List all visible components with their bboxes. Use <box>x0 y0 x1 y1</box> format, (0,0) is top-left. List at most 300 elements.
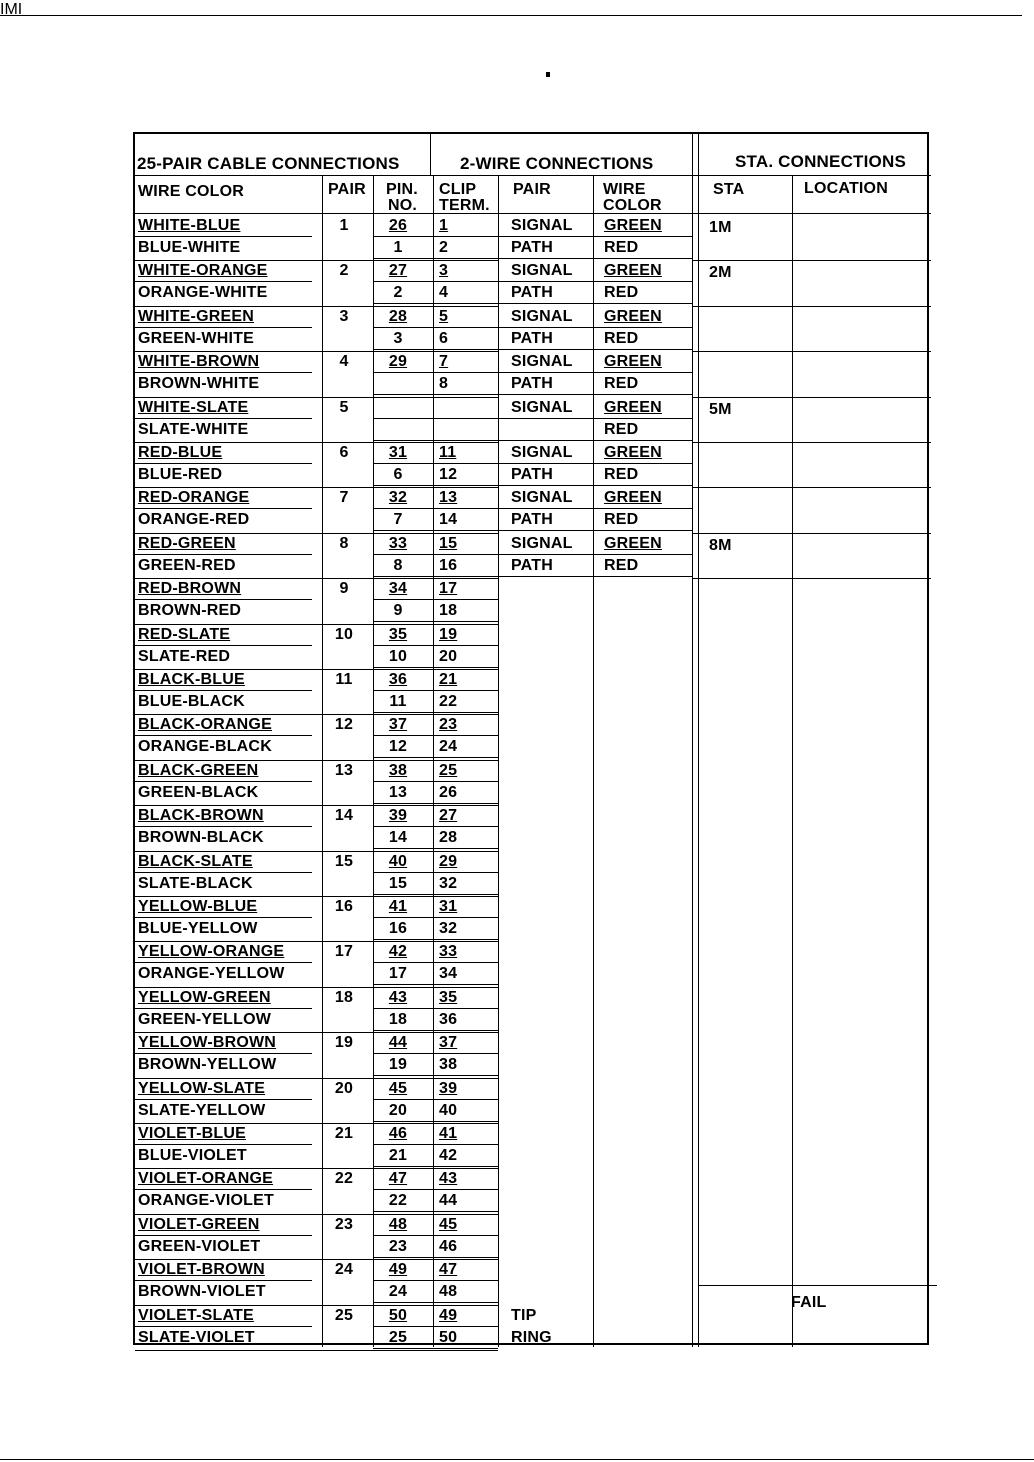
two-wire-pair-cell: SIGNAL <box>511 307 573 325</box>
pin-clip-underline <box>373 1030 498 1031</box>
wire-underline <box>135 372 312 373</box>
pin-clip-underline <box>373 1053 498 1054</box>
two-wire-pair-cell: SIGNAL <box>511 398 573 416</box>
wire-underline <box>135 508 312 509</box>
pin-clip-underline <box>373 917 498 918</box>
wire-color-cell: GREEN-VIOLET <box>138 1237 261 1255</box>
two-wire-pair-cell: SIGNAL <box>511 489 573 507</box>
two-wire-color-cell: RED <box>604 375 639 393</box>
pair-number-cell: 2 <box>339 262 349 280</box>
pair-number-cell: 1 <box>339 217 349 234</box>
footer-rule <box>0 1459 1034 1460</box>
wire-color-cell: BLACK-GREEN <box>138 761 259 779</box>
pair-number-cell: 22 <box>334 1170 354 1188</box>
pin-number-cell: 23 <box>388 1237 408 1255</box>
pair-block-rule <box>135 1350 498 1351</box>
pin-number-cell: 38 <box>388 761 408 779</box>
pin-clip-underline <box>373 327 498 328</box>
wire-underline <box>135 781 312 782</box>
clip-term-cell: 24 <box>439 738 458 756</box>
wire-underline <box>135 1326 312 1327</box>
wire-color-cell: SLATE-RED <box>138 647 231 665</box>
pin-clip-underline <box>373 258 498 259</box>
clip-term-cell: 18 <box>439 602 458 620</box>
wire-underline <box>135 1144 312 1145</box>
pin-number-cell: 50 <box>388 1306 408 1324</box>
pin-clip-underline <box>373 599 498 600</box>
wire-color-cell: YELLOW-SLATE <box>138 1079 266 1097</box>
wire-color-cell: WHITE-BLUE <box>138 217 241 234</box>
clip-term-cell: 16 <box>439 556 458 574</box>
pin-number-cell: 41 <box>388 898 408 915</box>
pin-clip-underline <box>373 939 498 940</box>
two-wire-pair-cell: TIP <box>511 1306 537 1324</box>
pin-number-cell: 6 <box>393 466 403 483</box>
pin-number-cell: 33 <box>388 534 408 552</box>
col-header-pin-2: NO. <box>388 197 418 214</box>
section-sep-2b <box>698 134 699 1347</box>
two-wire-color-cell: GREEN <box>604 398 662 416</box>
clip-term-cell: 28 <box>439 829 458 847</box>
two-wire-color-cell: RED <box>604 329 639 347</box>
wire-color-cell: BLACK-BROWN <box>138 807 264 825</box>
clip-term-cell: 22 <box>439 693 458 710</box>
pin-clip-underline <box>373 1099 498 1100</box>
wire-color-cell: SLATE-BLACK <box>138 874 253 892</box>
two-wire-color-cell: GREEN <box>604 534 662 552</box>
two-wire-pair-cell: SIGNAL <box>511 534 573 552</box>
clip-term-cell: 32 <box>439 874 458 892</box>
wire-color-cell: VIOLET-SLATE <box>138 1306 254 1324</box>
col-header-wire-color: WIRE COLOR <box>138 183 244 200</box>
clip-term-cell: 31 <box>439 898 458 915</box>
two-wire-color-cell: GREEN <box>604 307 662 325</box>
pin-number-cell: 21 <box>388 1147 408 1164</box>
pin-number-cell: 43 <box>388 988 408 1006</box>
pin-clip-underline <box>373 848 498 849</box>
pin-clip-underline <box>373 554 498 555</box>
pin-clip-underline <box>373 418 498 419</box>
clip-term-cell: 42 <box>439 1147 458 1164</box>
wire-underline <box>135 690 312 691</box>
wire-color-cell: BLUE-YELLOW <box>138 920 258 937</box>
pin-clip-underline <box>373 1326 498 1327</box>
col-header-clip-2: TERM. <box>439 197 490 214</box>
two-wire-underline <box>498 281 692 282</box>
pin-number-cell: 9 <box>393 602 403 620</box>
clip-term-cell: 50 <box>439 1328 458 1346</box>
clip-term-cell: 35 <box>439 988 458 1006</box>
clip-term-cell: 25 <box>439 761 458 779</box>
clip-term-cell: 33 <box>439 943 458 961</box>
clip-term-cell: 7 <box>439 353 449 371</box>
wire-color-cell: RED-BROWN <box>138 580 242 598</box>
pin-number-cell: 3 <box>393 329 403 347</box>
pair-number-cell: 5 <box>339 398 349 416</box>
wire-underline <box>135 826 312 827</box>
pair-number-cell: 18 <box>334 988 354 1006</box>
col-header-pin-1: PIN. <box>386 181 418 198</box>
col-sep-two-wire <box>498 175 499 1347</box>
col-sep-wire-color <box>593 175 594 1347</box>
pin-number-cell: 16 <box>388 920 408 937</box>
pin-clip-underline <box>373 530 498 531</box>
wire-color-cell: VIOLET-BROWN <box>138 1261 265 1279</box>
pin-number-cell: 7 <box>393 511 403 529</box>
wire-color-cell: VIOLET-BLUE <box>138 1125 246 1142</box>
wire-color-cell: BROWN-BLACK <box>138 829 264 847</box>
two-wire-pair-cell: RING <box>511 1328 552 1346</box>
station-block-rule <box>692 260 931 261</box>
station-block-rule <box>692 306 931 307</box>
page-header-text: IMI <box>0 1 23 18</box>
two-wire-underline <box>498 485 692 486</box>
pin-clip-underline <box>373 1302 498 1303</box>
pin-number-cell: 47 <box>388 1170 408 1188</box>
wire-color-cell: BLUE-RED <box>138 466 223 483</box>
wire-color-cell: ORANGE-YELLOW <box>138 965 285 983</box>
two-wire-underline <box>498 372 692 373</box>
two-wire-underline <box>498 349 692 350</box>
two-wire-pair-cell: PATH <box>511 466 553 483</box>
two-wire-pair-cell: SIGNAL <box>511 217 573 234</box>
wire-color-cell: SLATE-VIOLET <box>138 1328 255 1346</box>
wire-underline <box>135 554 312 555</box>
wire-underline <box>135 735 312 736</box>
clip-term-cell: 34 <box>439 965 458 983</box>
wire-color-cell: RED-ORANGE <box>138 489 250 507</box>
wire-color-cell: BLACK-SLATE <box>138 852 253 870</box>
wire-color-cell: RED-BLUE <box>138 444 223 461</box>
wire-color-cell: YELLOW-ORANGE <box>138 943 285 961</box>
pin-number-cell: 17 <box>388 965 408 983</box>
col-header-pair: PAIR <box>328 181 366 198</box>
wire-color-cell: WHITE-GREEN <box>138 307 254 325</box>
col-header-clip-1: CLIP <box>439 181 477 198</box>
pin-number-cell: 22 <box>388 1192 408 1210</box>
wire-color-cell: BROWN-RED <box>138 602 242 620</box>
wire-color-cell: BLACK-ORANGE <box>138 716 272 734</box>
pair-number-cell: 14 <box>334 807 354 825</box>
col-header-location: LOCATION <box>804 180 888 197</box>
two-wire-color-cell: RED <box>604 511 639 529</box>
pin-clip-underline <box>373 781 498 782</box>
two-wire-underline <box>498 508 692 509</box>
clip-term-cell: 2 <box>439 239 449 256</box>
clip-term-cell: 27 <box>439 807 458 825</box>
pin-number-cell: 18 <box>388 1010 408 1028</box>
wire-color-cell: VIOLET-ORANGE <box>138 1170 274 1188</box>
wire-color-cell: ORANGE-VIOLET <box>138 1192 274 1210</box>
two-wire-pair-cell: SIGNAL <box>511 444 573 461</box>
wire-color-cell: RED-GREEN <box>138 534 236 552</box>
clip-term-cell: 29 <box>439 852 458 870</box>
pin-clip-underline <box>373 757 498 758</box>
wire-color-cell: BLUE-WHITE <box>138 239 241 256</box>
clip-term-cell: 26 <box>439 783 458 801</box>
pin-number-cell: 25 <box>388 1328 408 1346</box>
pair-number-cell: 12 <box>334 716 354 734</box>
pin-clip-underline <box>373 485 498 486</box>
pin-number-cell: 29 <box>388 353 408 371</box>
header-bottom-rule <box>135 213 931 214</box>
pair-number-cell: 9 <box>339 580 349 598</box>
pin-number-cell: 26 <box>388 217 408 234</box>
clip-term-cell: 45 <box>439 1215 458 1233</box>
two-wire-pair-cell: SIGNAL <box>511 262 573 280</box>
wire-color-cell: GREEN-WHITE <box>138 329 254 347</box>
pin-number-cell: 31 <box>388 444 408 461</box>
pin-number-cell: 46 <box>388 1125 408 1142</box>
wire-underline <box>135 236 312 237</box>
pin-number-cell: 42 <box>388 943 408 961</box>
pair-number-cell: 17 <box>334 943 354 961</box>
clip-term-cell: 1 <box>439 217 449 234</box>
pin-clip-underline <box>373 281 498 282</box>
pair-number-cell: 10 <box>334 625 354 643</box>
pin-clip-underline <box>373 1075 498 1076</box>
pin-number-cell: 28 <box>388 307 408 325</box>
wire-color-cell: YELLOW-GREEN <box>138 988 271 1006</box>
clip-term-cell: 43 <box>439 1170 458 1188</box>
pin-number-cell: 35 <box>388 625 408 643</box>
wire-color-cell: ORANGE-WHITE <box>138 284 268 302</box>
wire-color-cell: BLUE-BLACK <box>138 693 245 710</box>
section-header-station: STA. CONNECTIONS <box>735 152 907 171</box>
wire-underline <box>135 418 312 419</box>
pair-number-cell: 16 <box>334 898 354 915</box>
pin-number-cell: 14 <box>388 829 408 847</box>
station-cell: 8M <box>709 536 732 554</box>
two-wire-color-cell: GREEN <box>604 353 662 371</box>
clip-term-cell: 37 <box>439 1034 458 1052</box>
two-wire-underline <box>498 303 692 304</box>
wire-color-cell: BLUE-VIOLET <box>138 1147 247 1164</box>
col-header-sta: STA <box>713 181 745 198</box>
pin-clip-underline <box>373 394 498 395</box>
pin-clip-underline <box>373 1280 498 1281</box>
pair-number-cell: 20 <box>334 1079 354 1097</box>
two-wire-underline <box>498 463 692 464</box>
wire-color-cell: YELLOW-BROWN <box>138 1034 277 1052</box>
clip-term-cell: 13 <box>439 489 458 507</box>
section-sep-1 <box>430 134 431 175</box>
wire-underline <box>135 1280 312 1281</box>
pair-number-cell: 15 <box>334 852 354 870</box>
pin-number-cell: 2 <box>393 284 403 302</box>
clip-term-cell: 17 <box>439 580 458 598</box>
station-block-rule <box>692 487 931 488</box>
wire-color-cell: ORANGE-BLACK <box>138 738 272 756</box>
pin-clip-underline <box>373 1166 498 1167</box>
pin-clip-underline <box>373 621 498 622</box>
pin-clip-underline <box>373 712 498 713</box>
two-wire-color-cell: GREEN <box>604 217 662 234</box>
clip-term-cell: 4 <box>439 284 449 302</box>
pin-number-cell: 44 <box>388 1034 408 1052</box>
clip-term-cell: 23 <box>439 716 458 734</box>
wire-color-cell: GREEN-BLACK <box>138 783 259 801</box>
wire-color-cell: BROWN-WHITE <box>138 375 260 393</box>
wire-color-cell: YELLOW-BLUE <box>138 898 258 915</box>
connections-table <box>133 132 929 1345</box>
clip-term-cell: 3 <box>439 262 449 280</box>
pin-clip-underline <box>373 576 498 577</box>
wire-color-cell: SLATE-WHITE <box>138 420 249 438</box>
two-wire-color-cell: RED <box>604 466 639 483</box>
clip-term-cell: 49 <box>439 1306 458 1324</box>
pin-clip-underline <box>373 440 498 441</box>
wire-underline <box>135 1099 312 1100</box>
two-wire-color-cell: RED <box>604 556 639 574</box>
station-block-rule <box>692 351 931 352</box>
pin-number-cell: 1 <box>393 239 403 256</box>
clip-term-cell: 44 <box>439 1192 458 1210</box>
pin-number-cell: 27 <box>388 262 408 280</box>
wire-color-cell: SLATE-YELLOW <box>138 1101 266 1119</box>
station-cell: 1M <box>709 219 732 236</box>
two-wire-pair-cell: SIGNAL <box>511 353 573 371</box>
pin-number-cell: 37 <box>388 716 408 734</box>
station-cell: 2M <box>709 264 732 282</box>
clip-term-cell: 38 <box>439 1056 458 1074</box>
two-wire-pair-cell: PATH <box>511 329 553 347</box>
section-sep-2 <box>692 134 693 1347</box>
pin-clip-underline <box>373 735 498 736</box>
pin-clip-underline <box>373 690 498 691</box>
pair-number-cell: 25 <box>334 1306 354 1324</box>
wire-underline <box>135 962 312 963</box>
clip-term-cell: 40 <box>439 1101 458 1119</box>
pin-number-cell: 34 <box>388 580 408 598</box>
section-header-two-wire: 2-WIRE CONNECTIONS <box>460 154 654 173</box>
two-wire-underline <box>498 554 692 555</box>
two-wire-color-cell: GREEN <box>604 262 662 280</box>
pin-number-cell: 36 <box>388 671 408 688</box>
clip-term-cell: 6 <box>439 329 449 347</box>
wire-underline <box>135 1053 312 1054</box>
pin-clip-underline <box>373 1257 498 1258</box>
two-wire-pair-cell: PATH <box>511 375 553 393</box>
pin-clip-underline <box>373 1235 498 1236</box>
col-header-wire-color-2: COLOR <box>603 197 662 214</box>
clip-term-cell: 21 <box>439 671 458 688</box>
pin-number-cell: 11 <box>389 693 407 710</box>
two-wire-underline <box>498 530 692 531</box>
wire-underline <box>135 463 312 464</box>
wire-color-cell: WHITE-ORANGE <box>138 262 268 280</box>
wire-underline <box>135 327 312 328</box>
clip-term-cell: 14 <box>439 511 458 529</box>
pin-clip-underline <box>373 826 498 827</box>
wire-color-cell: GREEN-RED <box>138 556 236 574</box>
pair-number-cell: 7 <box>339 489 349 507</box>
wire-underline <box>135 872 312 873</box>
pin-number-cell: 10 <box>388 647 408 665</box>
clip-term-cell: 5 <box>439 307 449 325</box>
pin-clip-underline <box>373 1144 498 1145</box>
pair-number-cell: 24 <box>334 1261 354 1279</box>
clip-term-cell: 32 <box>439 920 458 937</box>
pair-number-cell: 19 <box>334 1034 354 1052</box>
two-wire-color-cell: GREEN <box>604 444 662 461</box>
two-wire-color-cell: RED <box>604 284 639 302</box>
pin-clip-underline <box>373 463 498 464</box>
wire-underline <box>135 1008 312 1009</box>
pin-number-cell: 49 <box>388 1261 408 1279</box>
fail-rule <box>698 1285 937 1286</box>
pin-number-cell: 24 <box>388 1283 408 1301</box>
pin-clip-underline <box>373 1348 498 1349</box>
two-wire-underline <box>498 258 692 259</box>
pin-number-cell: 32 <box>388 489 408 507</box>
clip-term-cell: 41 <box>439 1125 458 1142</box>
pair-number-cell: 8 <box>339 534 349 552</box>
two-wire-pair-cell: PATH <box>511 511 553 529</box>
station-block-rule <box>692 442 931 443</box>
clip-term-cell: 36 <box>439 1010 458 1028</box>
pin-clip-underline <box>373 372 498 373</box>
pin-clip-underline <box>373 667 498 668</box>
pin-clip-underline <box>373 236 498 237</box>
wire-color-cell: WHITE-SLATE <box>138 398 249 416</box>
wire-underline <box>135 1189 312 1190</box>
header-divider <box>135 175 931 176</box>
two-wire-pair-cell: PATH <box>511 284 553 302</box>
col-header-two-wire-pair: PAIR <box>513 181 551 198</box>
pin-clip-underline <box>373 645 498 646</box>
wire-color-cell: GREEN-YELLOW <box>138 1010 272 1028</box>
pin-clip-underline <box>373 984 498 985</box>
two-wire-underline <box>498 576 692 577</box>
clip-term-cell: 46 <box>439 1237 458 1255</box>
clip-term-cell: 39 <box>439 1079 458 1097</box>
two-wire-color-cell: GREEN <box>604 489 662 507</box>
pin-number-cell: 12 <box>388 738 408 756</box>
pair-number-cell: 13 <box>334 761 354 779</box>
pin-clip-underline <box>373 962 498 963</box>
pin-number-cell: 15 <box>388 874 408 892</box>
pin-number-cell: 19 <box>388 1056 408 1074</box>
pin-clip-underline <box>373 803 498 804</box>
clip-term-cell: 11 <box>439 444 457 461</box>
wire-color-cell: RED-SLATE <box>138 625 231 643</box>
pair-number-cell: 6 <box>339 444 349 461</box>
pin-clip-underline <box>373 303 498 304</box>
fail-label: FAIL <box>791 1294 827 1311</box>
wire-underline <box>135 599 312 600</box>
two-wire-underline <box>498 440 692 441</box>
pin-number-cell: 39 <box>388 807 408 825</box>
pair-number-cell: 23 <box>334 1215 354 1233</box>
pin-clip-underline <box>373 872 498 873</box>
station-block-rule <box>692 533 931 534</box>
pin-clip-underline <box>373 1189 498 1190</box>
two-wire-underline <box>498 418 692 419</box>
pin-clip-underline <box>373 1121 498 1122</box>
wire-color-cell: WHITE-BROWN <box>138 353 260 371</box>
wire-color-cell: BROWN-YELLOW <box>138 1056 277 1074</box>
wire-color-cell: BLACK-BLUE <box>138 671 245 688</box>
clip-term-cell: 19 <box>439 625 458 643</box>
pin-clip-underline <box>373 1211 498 1212</box>
header-rule <box>0 15 1022 16</box>
two-wire-underline <box>498 394 692 395</box>
wire-color-cell: VIOLET-GREEN <box>138 1215 260 1233</box>
clip-term-cell: 20 <box>439 647 458 665</box>
clip-term-cell: 8 <box>439 375 449 393</box>
scan-mark <box>546 72 550 77</box>
